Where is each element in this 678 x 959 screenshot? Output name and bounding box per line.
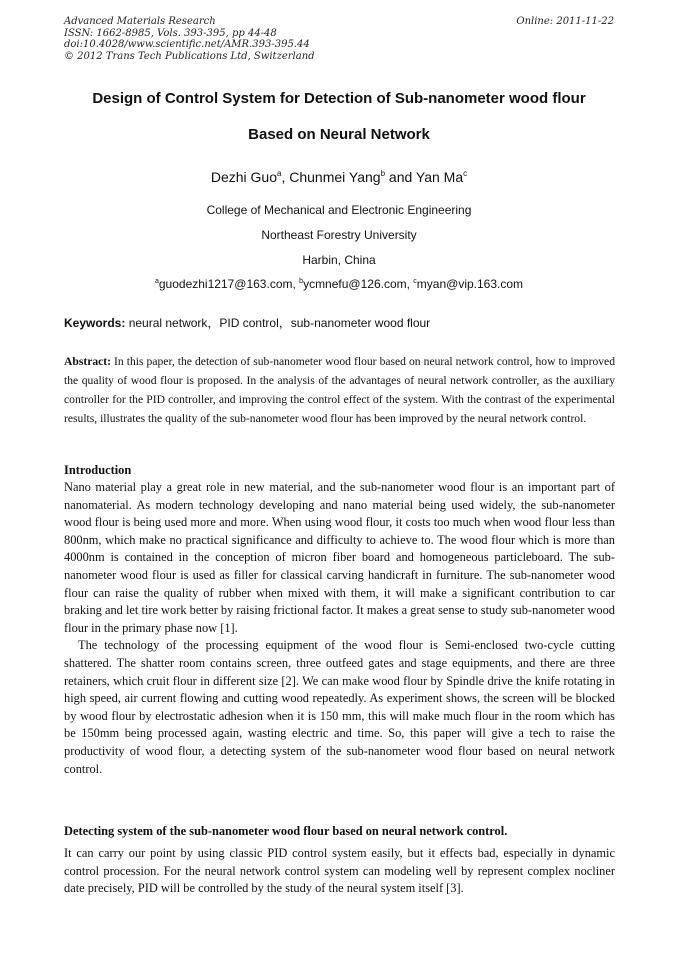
doi-line: doi:10.4028/www.scientific.net/AMR.393-395.44	[64, 39, 310, 50]
keywords-line	[64, 316, 624, 330]
email-1[interactable]: guodezhi1217@163.com,	[158, 277, 300, 291]
author-3: Yan Ma	[415, 169, 464, 185]
detecting-system-heading: Detecting system of the sub-nanometer wood flour based on neural network control.	[64, 824, 508, 838]
email-1-mark: a	[154, 278, 159, 285]
introduction-paragraph-1: Nano material play a great role in new material, and the sub-nanometer wood flour is an important part of nanomaterial. As modern technology developing and nano material being used widely, the sub-nanometer wood flour is being used more and more. When using wood flour, it costs too much when wood flour less than 800nm, which make no practical significance and difficulty to achieve to. The wood flour which is more than 4000nm is contained in the conception of micron fiber board and homogeneous particleboard. The sub-nanometer wood flour is used as filler for classical carving handicraft in furniture. The sub-nanometer wood flour can raise the quality of rubber when mixed with them, it will make a significant contribution to car braking and let tire work better by raising frictional factor. It makes a great sense to study sub-nanometer wood flour in the primary phase now [1].	[64, 480, 615, 635]
paper-title-line-2: Based on Neural Network	[248, 126, 430, 143]
abstract-paragraph	[64, 352, 615, 428]
abstract-text: In this paper, the detection of sub-nanometer wood flour based on neural network control, how to improved the quality of wood flour is proposed. In the analysis of the advantages of neural network controller, as the auxiliary controller for the PID controller, and improving the control effect of the system. With the contrast of the experimental results, illustrates the quality of the sub-nanometer wood flour has been improved by the neural network control.	[64, 355, 615, 425]
journal-name: Advanced Materials Research	[64, 16, 216, 27]
keywords-label: Keywords:	[64, 316, 126, 330]
author-1: Dezhi Guo	[210, 169, 278, 185]
detecting-system-section	[64, 845, 615, 898]
introduction-section	[64, 479, 615, 778]
author-2: Chunmei Yang	[289, 169, 381, 185]
email-3-mark: c	[413, 278, 417, 285]
journal-header	[64, 16, 444, 62]
email-2-mark: b	[299, 278, 304, 285]
email-2[interactable]: ycmnefu@126.com,	[303, 277, 414, 291]
author-1-mark: a	[277, 169, 282, 178]
abstract-label: Abstract:	[64, 355, 112, 368]
author-separator: ,	[281, 169, 290, 185]
copyright-line: © 2012 Trans Tech Publications Ltd, Switzerland	[64, 50, 315, 62]
issn-line: ISSN: 1662-8985, Vols. 393-395, pp 44-48	[64, 27, 277, 39]
email-3[interactable]: myan@vip.163.com	[416, 277, 524, 291]
affiliation-city: Harbin, China	[302, 253, 376, 267]
author-emails	[40, 277, 638, 291]
author-separator: and	[385, 169, 416, 185]
keywords-text: neural network，PID control，sub-nanometer wood flour	[125, 316, 431, 330]
author-list	[40, 168, 638, 186]
introduction-paragraph-2: The technology of the processing equipment of the wood flour is Semi-enclosed two-cycle cutting shattered. The shatter room contains screen, three outfeed gates and stage equipments, and there are three retainers, which cruit flour in different size [2]. We can make wood flour by Spindle drive the knife rotating in high speed, air current flowing and cutting wood repeatedly. As experiment shows, the screen will be blocked by wood flour by electrostatic adhesion when it is 150 mm, this will make much flour in the room which has be 150mm being processed again, wasting electric and time. So, this paper will give a tech to raise the productivity of wood flour, a detecting system of the sub-nanometer wood flour based on neural network control.	[64, 638, 615, 776]
author-3-mark: c	[463, 169, 468, 178]
affiliation-college: College of Mechanical and Electronic Engineering	[206, 203, 472, 217]
online-date: Online: 2011-11-22	[516, 16, 614, 27]
author-2-mark: b	[380, 169, 386, 178]
detecting-paragraph-1: It can carry our point by using classic PID control system easily, but it effects bad, especially in dynamic control procession. For the neural network control system can modeling well by represent complex nocliner date precisely, PID will be controlled by the study of the neural system itself [3].	[64, 846, 615, 896]
affiliation-university: Northeast Forestry University	[261, 228, 417, 242]
introduction-heading: Introduction	[64, 463, 132, 477]
paper-title-line-1: Design of Control System for Detection of Sub-nanometer wood flour	[92, 90, 586, 107]
